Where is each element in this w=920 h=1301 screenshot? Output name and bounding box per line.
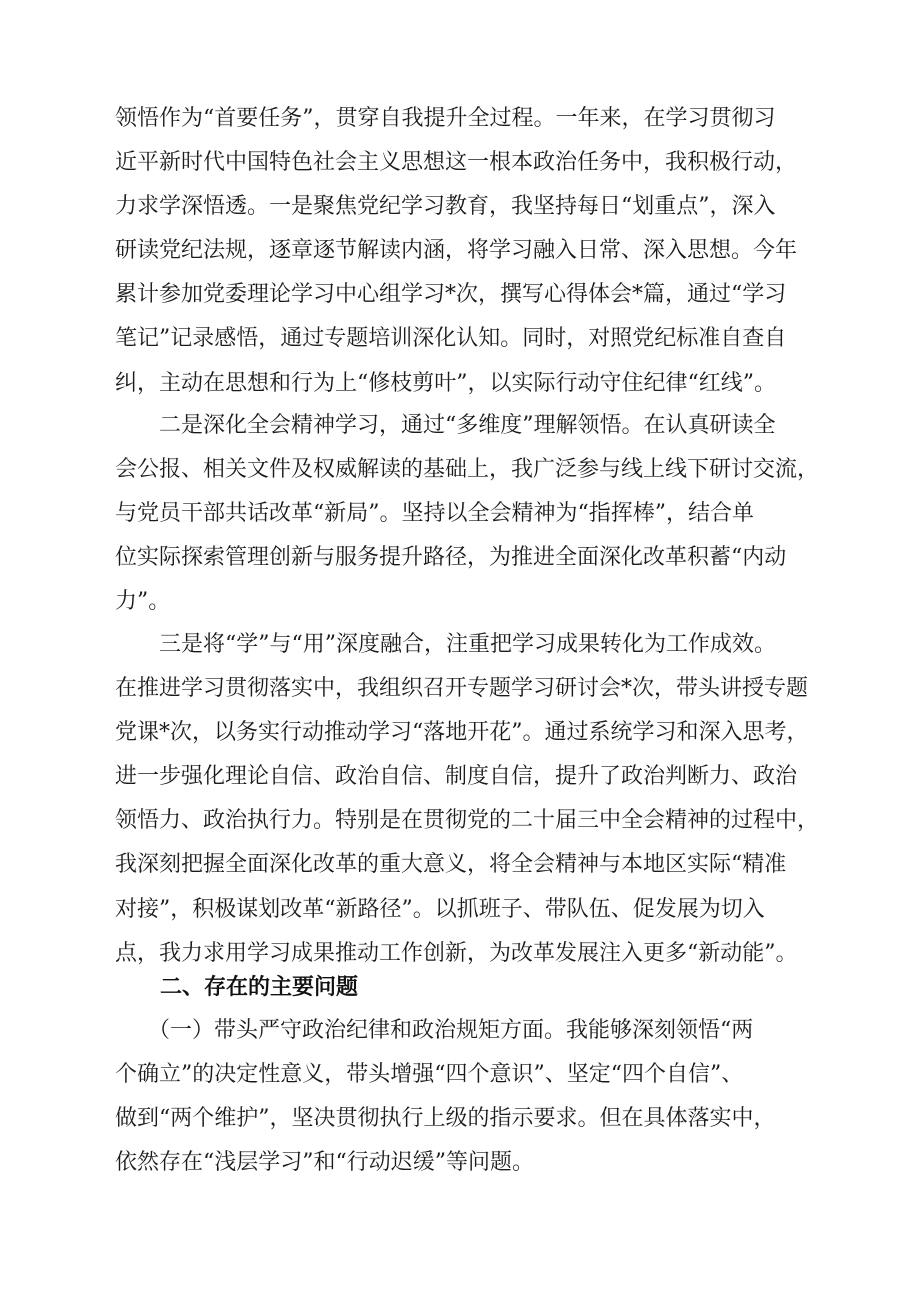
text-line: 会公报、相关文件及权威解读的基础上，我广泛参与线上线下研讨交流， — [115, 457, 820, 483]
text-line: 在推进学习贯彻落实中，我组织召开专题学习研讨会*次，带头讲授专题 — [115, 676, 809, 702]
text-line: 个确立”的决定性意义，带头增强“四个意识”、坚定“四个自信”、 — [115, 1062, 744, 1088]
text-line: 二是深化全会精神学习，通过“多维度”理解领悟。在认真研读全 — [115, 413, 776, 438]
text-line: 点，我力求用学习成果推动工作创新，为改革发展注入更多“新动能”。 — [115, 940, 798, 966]
section-heading: 二、存在的主要问题 — [160, 975, 359, 1000]
text-line: （一）带头严守政治纪律和政治规矩方面。我能够深刻领悟“两 — [115, 1018, 754, 1043]
text-line: 研读党纪法规，逐章逐节解读内涵，将学习融入日常、深入思想。今年 — [115, 238, 798, 264]
text-line: 依然存在“浅层学习”和“行动迟缓”等问题。 — [115, 1150, 534, 1176]
text-line: 领悟力、政治执行力。特别是在贯彻党的二十届三中全会精神的过程中， — [115, 808, 820, 834]
paragraph-political-discipline — [115, 1009, 815, 1185]
text-line: 对接”，积极谋划改革“新路径”。以抓班子、带队伍、促发展为切入 — [115, 896, 765, 922]
text-line: 位实际探索管理创新与服务提升路径，为推进全面深化改革积蓄“内动 — [115, 545, 787, 571]
text-line: 领悟作为“首要任务”，贯穿自我提升全过程。一年来，在学习贯彻习 — [115, 106, 776, 131]
text-line: 纠，主动在思想和行为上“修枝剪叶”，以实际行动守住纪律“红线”。 — [115, 370, 776, 396]
text-line: 近平新时代中国特色社会主义思想这一根本政治任务中，我积极行动， — [115, 150, 798, 176]
text-line: 做到“两个维护”，坚决贯彻执行上级的指示要求。但在具体落实中， — [115, 1106, 776, 1132]
paragraph-plenary-spirit — [115, 404, 820, 624]
text-line: 累计参加党委理论学习中心组学习*次，撰写心得体会*篇，通过“学习 — [115, 282, 787, 308]
paragraph-learning-application — [115, 623, 820, 976]
text-line: 党课*次，以务实行动推动学习“落地开花”。通过系统学习和深入思考， — [115, 720, 809, 746]
text-line: 三是将“学”与“用”深度融合，注重把学习成果转化为工作成效。 — [115, 632, 776, 657]
paragraph-study-task — [115, 97, 815, 406]
text-line: 力求学深悟透。一是聚焦党纪学习教育，我坚持每日“划重点”，深入 — [115, 194, 776, 220]
text-line: 力”。 — [115, 589, 171, 615]
text-line: 与党员干部共话改革“新局”。坚持以全会精神为“指挥棒”，结合单 — [115, 501, 754, 527]
text-line: 我深刻把握全面深化改革的重大意义，将全会精神与本地区实际“精准 — [115, 852, 787, 878]
text-line: 进一步强化理论自信、政治自信、制度自信，提升了政治判断力、政治 — [115, 764, 798, 790]
text-line: 笔记”记录感悟，通过专题培训深化认知。同时，对照党纪标准自查自 — [115, 326, 787, 352]
